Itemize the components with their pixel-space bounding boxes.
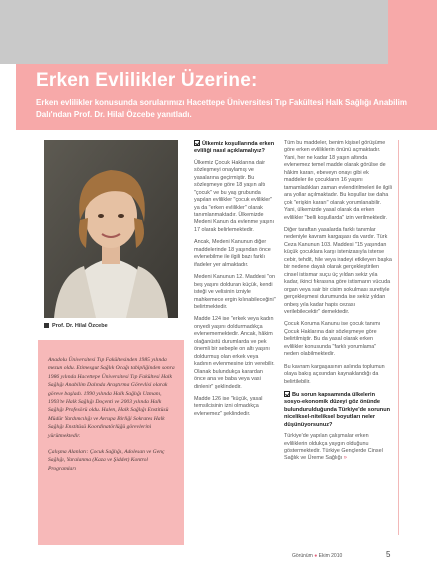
body-text: Türkiye'de yapılan çalışmalar erken evliliklerin oldukça yaygın olduğunu göstermektedir. Türkiye Gençlerde Cinsel Sağlık ve Üreme Sağlığı: [284, 433, 383, 462]
body-paragraph: Diğer taraftan yasalarda farklı tanımlar nedeniyle kavram kargaşası da vardır. Türk Ceza Kanunun 103. Maddesi "15 yaşından küçük çocuklara karşı istenizasıyla isterse cebir, tehdit, hile veya iradeyi etkileyen başka bir nedene dayalı olarak gerçekleştirilen cinsel istismar suçu üç yıldan sekiz yıla kadar, ikinci fıkrasına göre istismarın vücuda organ veya sair bir cisim sokulması suretiyle gerçekleşmesi durumunda ise sekiz yıldan onbeş yıla kadar hapis cezası verilebilecektir" demektedir.: [284, 226, 392, 315]
question-heading: [194, 140, 276, 156]
right-divider: [398, 140, 399, 535]
bio-paragraph: Anadolu Üniversitesi Tıp Fakültesinden 1985 yılında mezun oldu. Etimesgut Sağlık Ocağı tabipliğinden sonra 1986 yılında Hacettepe Üniversitesi Tıp Fakültesi Halk Sağlığı Anabilim Dalında Araştırma Görevlisi olarak göreve başladı. 1990 yılında Halk Sağlığı Uzmanı, 1993'te Halk Sağlığı Doçenti ve 2003 yılında Halk Sağlığı Profesörü oldu. Halen, Halk Sağlığı Enstitüsü Müdür Yardımcılığı ve Avrupa Birliği Sokrates Halk Sağlığı Enstitüsü Koordinatörlüğü görevlerini yürütmektedir.: [48, 357, 175, 439]
bio-box: [38, 340, 184, 545]
column-right: [284, 140, 392, 468]
body-paragraph: Madde 124 ise "erkek veya kadın onyedi yaşını doldurmadıkça evlenememektedir. Ancak, hâkim olağanüstü durumlarda ve pek önemli bir sebeple on altı yaşını doldurmuş olan erkek veya kadının evlenmesine izin verebilir. Olanak bulundukça karardan önce ana ve baba veya vasi dinlenir" şeklindedir.: [194, 316, 275, 390]
page-number: 5: [386, 550, 391, 559]
footer-bullet-icon: ●: [314, 553, 318, 559]
checkbox-icon: [194, 140, 200, 146]
column-middle: [194, 140, 276, 423]
body-paragraph: Bu kavram kargaşasının aslında toplumun olaya bakış açısından kaynaklandığı da belirtilebilir.: [284, 363, 385, 385]
continue-arrow-icon: »: [343, 455, 347, 462]
photo-caption: [44, 323, 108, 329]
body-paragraph: Ancak, Medeni Kanunun diğer maddelerinde 18 yaşından önce evlenebilme ile ilgili bazı farklı ifadeler yer almaktadır.: [194, 239, 271, 268]
body-paragraph: Medeni Kanunun 12. Maddesi "on beş yaşını dolduran küçük, kendi isteği ve velisinin izniyle mahkemece ergin kılınabileceğini" belirtmektedir.: [194, 274, 276, 310]
question-heading: [284, 391, 392, 429]
body-paragraph: Madde 126 ise "küçük, yasal temsilcisinin izni olmadıkça evlenemez" şeklindedir.: [194, 395, 263, 417]
article-intro: Erken evlilikler konusunda sorularımızı Hacettepe Üniversitesi Tıp Fakültesi Halk Sağlığı Anabilim Dalı'ndan Prof. Dr. Hilal Özcebe yanıtladı.: [36, 98, 407, 119]
body-paragraph: Çocuk Koruma Kanunu ise çocuk tanımı Çocuk Haklarına dair sözleşmeye göre belirtilmiştir. Bu da yasal olarak erken evlilikler konusunda "farklı yorumlama" neden olabilmektedir.: [284, 321, 381, 358]
header-grey-band: [0, 0, 388, 64]
portrait-illustration: [44, 140, 178, 318]
question-text: Bu sorun kapsamında ülkelerin sosyo-ekonomik düzeyi göz önünde bulundurulduğunda Türkiye'de sorunun niceliksel-niteliksel boyutları neler düşünüyorsunuz?: [284, 392, 391, 428]
checkbox-icon: [284, 391, 290, 397]
magazine-name: Görünüm: [292, 553, 313, 559]
footer: [292, 553, 342, 559]
bio-paragraph: Çalışma Alanları: Çocuk Sağlığı, Adolesan ve Genç Sağlığı, Yaralanma (Kaza ve Şiddet) Kontrol Programları: [48, 449, 165, 472]
header-pink-block: [388, 0, 437, 64]
issue-date: Ekim 2010: [318, 553, 343, 559]
body-paragraph: [284, 433, 392, 463]
caption-text: Prof. Dr. Hilal Özcebe: [52, 323, 108, 329]
caption-square-icon: [44, 323, 49, 328]
body-paragraph: Tüm bu maddeler, benim kişisel görüşüme göre erken evliliklerin önünü açmaktadır. Yani, her ne kadar 18 yaşın altında evlenemez temel madde olarak görülse de hâkim kararı, ebeveyn onayı gibi ek maddeler ile çocukların 16 yaşını tamamladıkları zaman evlendirilmeleri ile ilgili ara yollar açılmaktadır. Bu koşullar ise daha çok "erişkin kararı" olarak yorumlanabilir. Yani, ülkemizde yasal olarak da erken evlilikler "belli koşullarda" izin verilmektedir.: [284, 140, 392, 221]
body-paragraph: Ülkemiz Çocuk Haklarına dair sözleşmeyi onaylamış ve yasalarına geçirmiştir. Bu sözleşmeye göre 18 yaşın altı "çocuk" ve bu yaş grubunda yapılan evlilikler "çocuk evlilikler" ya da "erken evlilikler" olarak tanımlanmaktadır. Ülkemizde Medeni Kanun da evlenme yaşını 17 olarak belirlemektedir.: [194, 159, 275, 233]
question-text: Ülkemiz koşullarında erken evliliği nasıl açıklamalıyız?: [194, 141, 275, 155]
article-title: Erken Evlilikler Üzerine:: [36, 70, 258, 91]
portrait-photo: [44, 140, 178, 318]
title-banner: [16, 64, 437, 130]
